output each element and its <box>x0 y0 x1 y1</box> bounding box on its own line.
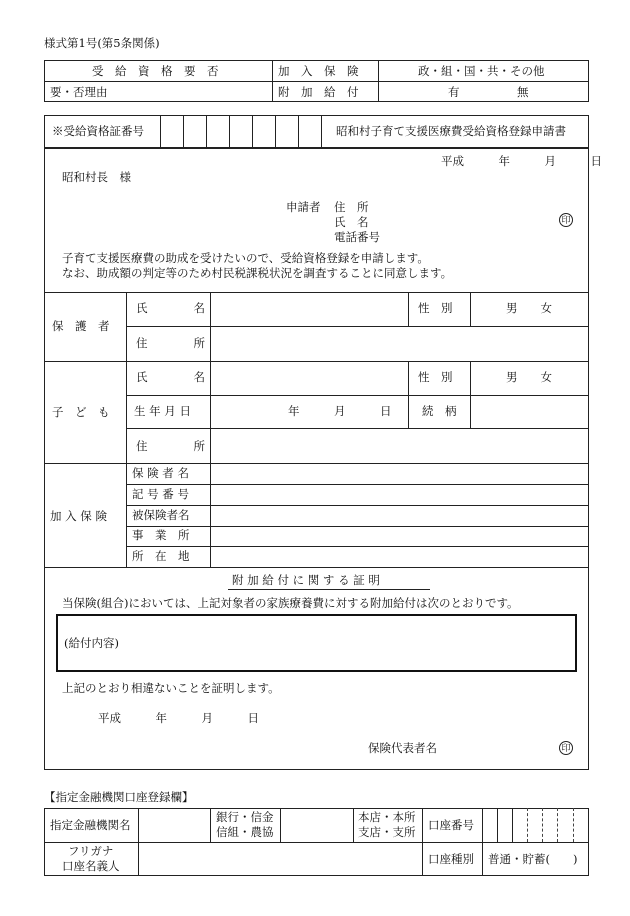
bank-types-2[interactable]: 信組・農協 <box>216 825 274 839</box>
insurance-row-insurer: 保 険 者 名 <box>132 466 189 480</box>
institution-label: 指定金融機関名 <box>50 818 131 832</box>
location-field[interactable] <box>211 547 588 567</box>
account-type-label: 口座種別 <box>428 852 474 866</box>
guardian-name-field[interactable] <box>211 293 408 326</box>
furigana-label: フリガナ <box>68 844 114 858</box>
applicant-name-label: 氏 名 <box>334 215 369 229</box>
certificate-heading: 附 加 給 付 に 関 す る 証 明 <box>232 573 380 587</box>
bank-heading: 【指定金融機関口座登録欄】 <box>44 790 194 804</box>
addressee: 昭和村長 様 <box>62 170 131 184</box>
child-address-field[interactable] <box>211 429 588 463</box>
child-name-label: 氏 名 <box>136 370 205 384</box>
insurance-row-location: 所 在 地 <box>132 549 190 563</box>
additional-benefit-options[interactable]: 有 無 <box>448 85 529 99</box>
child-address-label: 住 所 <box>136 439 205 453</box>
representative-seal-icon: 印 <box>559 741 573 755</box>
guardian-section-label: 保 護 者 <box>52 319 110 333</box>
guardian-address-field[interactable] <box>211 327 588 360</box>
eligibility-label: 受 給 資 格 要 否 <box>92 64 219 78</box>
branch-types-2[interactable]: 支店・支所 <box>358 825 416 839</box>
guardian-sex-options[interactable]: 男 女 <box>506 301 552 315</box>
branch-name-field[interactable] <box>281 809 353 842</box>
office-field[interactable] <box>211 527 588 546</box>
applicant-phone-label: 電話番号 <box>334 230 380 244</box>
date-line[interactable]: 平成 年 月 日 <box>441 154 602 168</box>
applicant-seal-icon: 印 <box>559 213 573 227</box>
statement-1: 子育て支援医療費の助成を受けたいので、受給資格登録を申請します。 <box>62 251 429 265</box>
cert-number-label: ※受給資格証番号 <box>52 124 144 138</box>
child-section-label: 子 ど も <box>52 405 110 419</box>
child-birthdate-label: 生 年 月 日 <box>134 404 191 418</box>
certificate-date[interactable]: 平成 年 月 日 <box>98 711 259 725</box>
benefit-content-box[interactable] <box>56 614 577 672</box>
insurance-options[interactable]: 政・組・国・共・その他 <box>418 64 545 78</box>
applicant-label: 申請者 <box>286 200 321 214</box>
applicant-address-label: 住 所 <box>334 200 369 214</box>
insurance-label: 加 入 保 険 <box>278 64 359 78</box>
guardian-address-label: 住 所 <box>136 336 205 350</box>
child-relation-field[interactable] <box>471 396 588 428</box>
certificate-text: 当保険(組合)においては、上記対象者の家族療養費に対する附加給付は次のとおりです。 <box>62 596 519 610</box>
bank-types-1[interactable]: 銀行・信金 <box>216 810 274 824</box>
certificate-confirm: 上記のとおり相違ないことを証明します。 <box>62 681 280 695</box>
insurance-row-office: 事 業 所 <box>132 528 190 542</box>
cert-number-cells[interactable] <box>160 115 321 148</box>
insurance-section-label: 加 入 保 険 <box>50 509 107 523</box>
child-relation-label: 続 柄 <box>422 404 457 418</box>
insurer-field[interactable] <box>211 464 588 484</box>
insurance-row-insured-name: 被保険者名 <box>132 508 190 522</box>
need-reason-label: 要・否理由 <box>50 85 108 99</box>
branch-types-1[interactable]: 本店・本所 <box>358 810 416 824</box>
child-name-field[interactable] <box>211 362 408 395</box>
account-holder-field[interactable] <box>139 843 422 876</box>
form-number: 様式第1号(第5条関係) <box>44 36 160 50</box>
guardian-sex-label: 性 別 <box>418 301 453 315</box>
benefit-content-label: (給付内容) <box>64 636 119 650</box>
insurance-row-symbol-number: 記 号 番 号 <box>132 487 189 501</box>
guardian-name-label: 氏 名 <box>136 301 205 315</box>
account-number-label: 口座番号 <box>428 818 474 832</box>
child-sex-options[interactable]: 男 女 <box>506 370 552 384</box>
form-title: 昭和村子育て支援医療費受給資格登録申請書 <box>336 124 566 138</box>
child-sex-label: 性 別 <box>418 370 453 384</box>
representative-label: 保険代表者名 <box>368 741 437 755</box>
statement-2: なお、助成額の判定等のため村民税課税状況を調査することに同意します。 <box>62 266 453 280</box>
symbol-number-field[interactable] <box>211 485 588 505</box>
account-type-options[interactable]: 普通・貯蓄( ) <box>488 852 578 866</box>
account-holder-label: 口座名義人 <box>62 859 120 873</box>
account-number-cells[interactable] <box>483 809 588 842</box>
institution-name-field[interactable] <box>139 809 210 842</box>
insured-name-field[interactable] <box>211 506 588 526</box>
child-birthdate-field[interactable]: 年 月 日 <box>288 404 392 418</box>
additional-benefit-label: 附 加 給 付 <box>278 85 359 99</box>
